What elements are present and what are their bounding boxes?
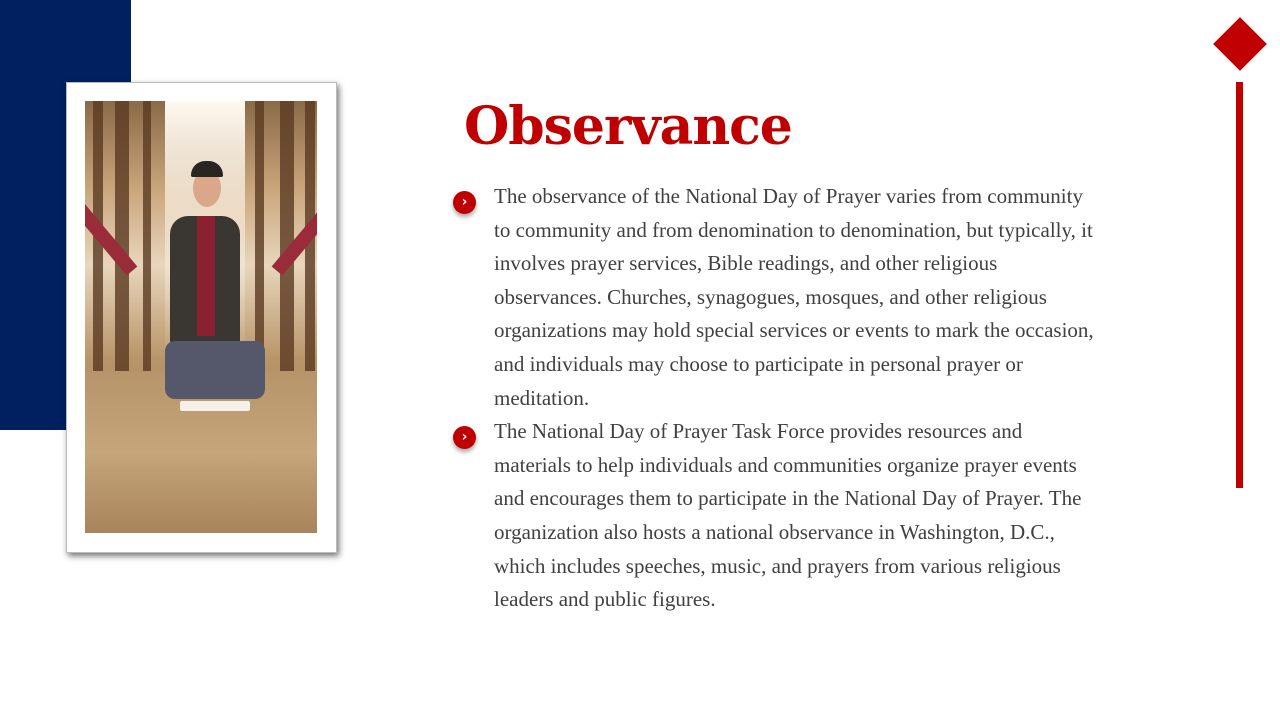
vertical-red-line	[1236, 82, 1243, 488]
photo-frame	[66, 82, 337, 553]
bullet-list	[461, 180, 1094, 617]
chevron-right-icon: ›	[453, 191, 476, 214]
bullet-item	[461, 180, 1094, 415]
bullet-text: The National Day of Prayer Task Force provides resources and materials to help individuals and communities organize prayer events and encourages them to participate in the National Day of Prayer. The organization also hosts a national observance in Washington, D.C., which includes speeches, music, and prayers from various religious leaders and public figures.	[494, 419, 1082, 612]
diamond-decoration	[1213, 17, 1267, 71]
chevron-right-icon: ›	[453, 426, 476, 449]
slide-title: Observance	[464, 96, 792, 157]
bullet-text: The observance of the National Day of Prayer varies from community to community and from denomination to denomination, but typically, it involves prayer services, Bible readings, and other religious observances. Churches, synagogues, mosques, and other religious organizations may hold special services or events to mark the occasion, and individuals may choose to participate in personal prayer or meditation.	[494, 184, 1094, 410]
praying-man-photo	[85, 101, 317, 533]
bullet-item	[461, 415, 1094, 617]
